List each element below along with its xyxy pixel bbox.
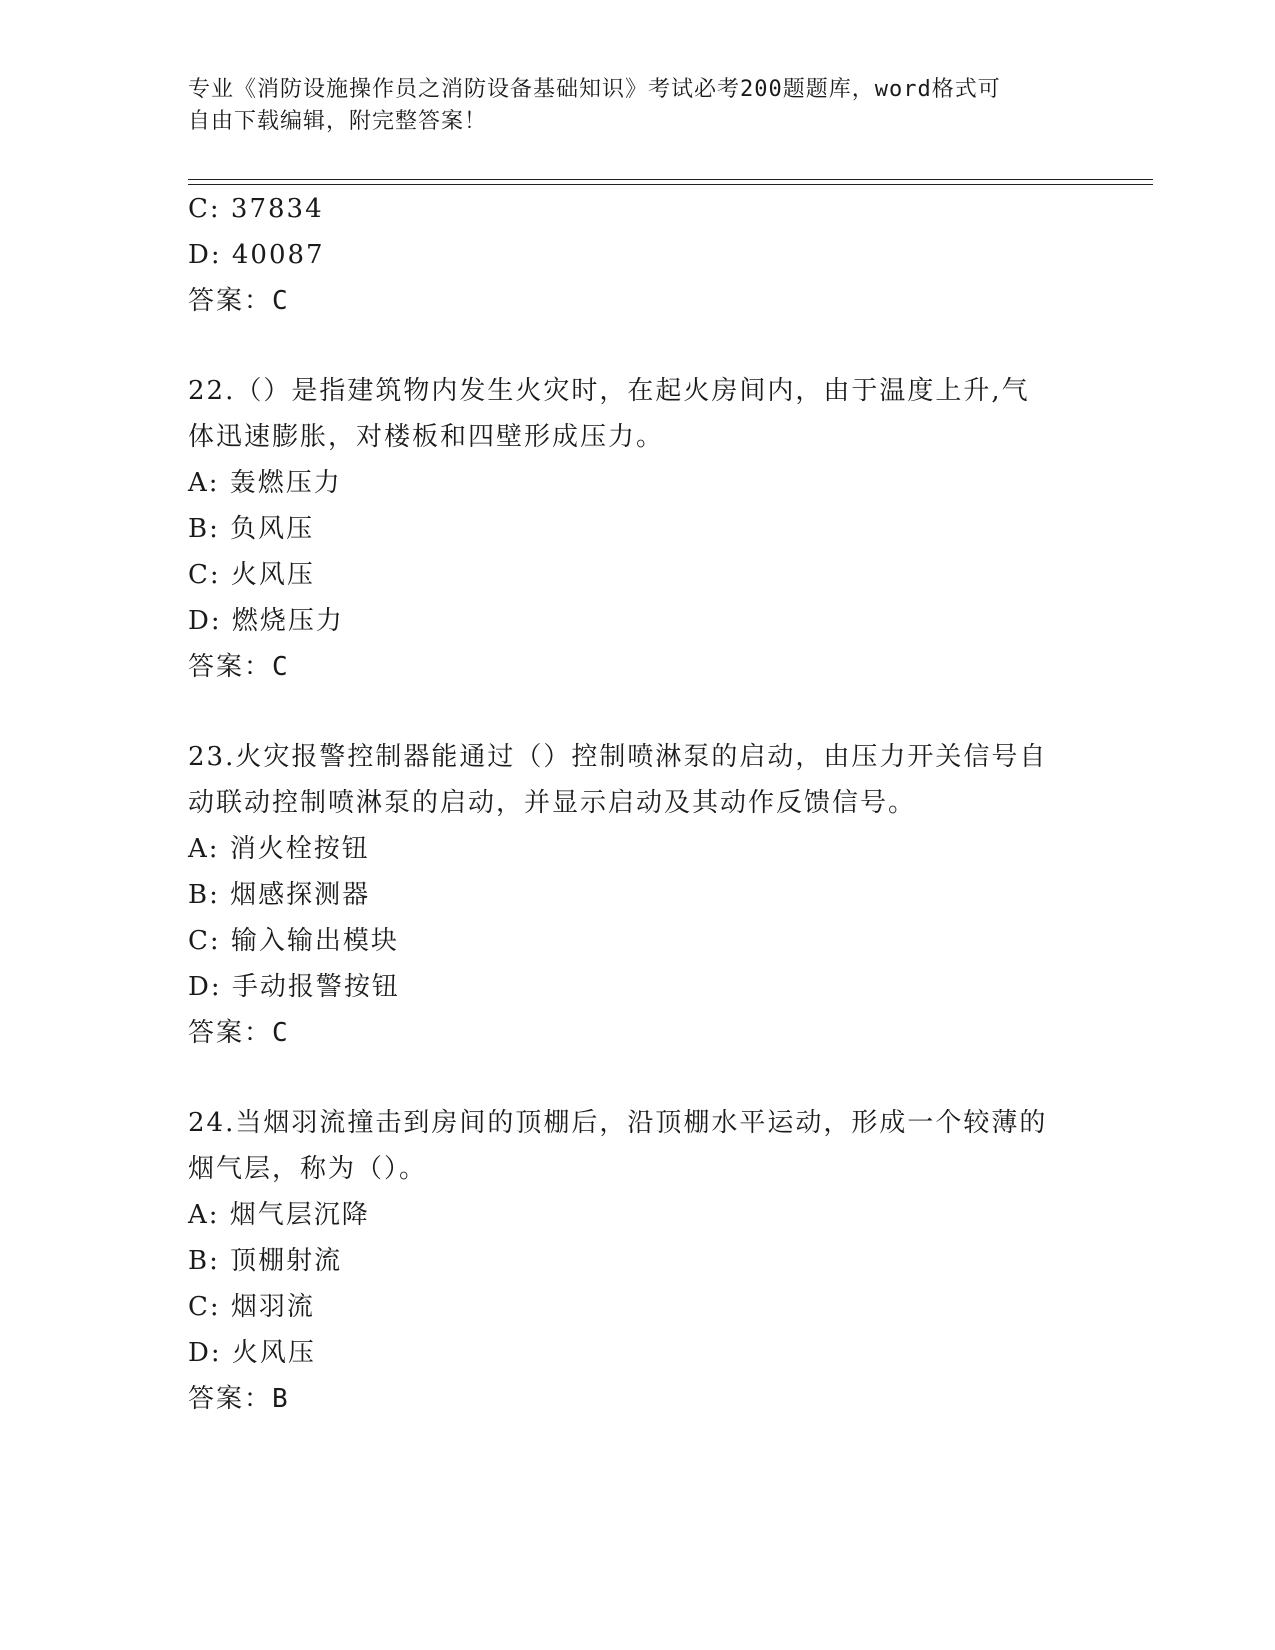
question-stem-line: 23.火灾报警控制器能通过（）控制喷淋泵的启动，由压力开关信号自 (188, 742, 1048, 772)
previous-question-tail (188, 186, 1108, 324)
answer-line: 答案：C (188, 1018, 290, 1048)
option-c: C: 火风压 (188, 560, 315, 590)
option-d: D: 燃烧压力 (188, 606, 344, 636)
option-b: B: 负风压 (188, 514, 315, 544)
option-a: A: 轰燃压力 (188, 468, 342, 498)
option-b: B: 烟感探测器 (188, 880, 371, 910)
option-a: A: 烟气层沉降 (188, 1200, 370, 1230)
option-a: A: 消火栓按钮 (188, 834, 370, 864)
question-24 (188, 1100, 1108, 1422)
question-stem-line: 动联动控制喷淋泵的启动，并显示启动及其动作反馈信号。 (188, 788, 917, 818)
header-line-1: 专业《消防设施操作员之消防设备基础知识》考试必考200题题库，word格式可 (188, 77, 1001, 102)
question-22 (188, 368, 1108, 690)
question-stem-line: 烟气层，称为（）。 (188, 1154, 428, 1184)
answer-line: 答案：B (188, 1384, 290, 1414)
question-stem-line: 24.当烟羽流撞击到房间的顶棚后，沿顶棚水平运动，形成一个较薄的 (188, 1108, 1048, 1138)
document-header (188, 74, 1088, 138)
option-b: B: 顶棚射流 (188, 1246, 343, 1276)
question-stem-line: 体迅速膨胀，对楼板和四壁形成压力。 (188, 422, 665, 452)
question-content (188, 186, 1108, 1422)
header-rule-bottom (188, 184, 1153, 185)
header-rule-top (188, 179, 1153, 180)
option-c: C: 37834 (188, 194, 324, 224)
answer-line: 答案：C (188, 286, 290, 316)
option-d: D: 40087 (188, 240, 325, 270)
option-c: C: 烟羽流 (188, 1292, 315, 1322)
option-d: D: 火风压 (188, 1338, 316, 1368)
answer-line: 答案：C (188, 652, 290, 682)
option-d: D: 手动报警按钮 (188, 972, 400, 1002)
question-23 (188, 734, 1108, 1056)
question-stem-line: 22.（）是指建筑物内发生火灾时，在起火房间内，由于温度上升,气 (188, 376, 1030, 406)
header-line-2: 自由下载编辑，附完整答案！ (188, 109, 488, 134)
option-c: C: 输入输出模块 (188, 926, 399, 956)
